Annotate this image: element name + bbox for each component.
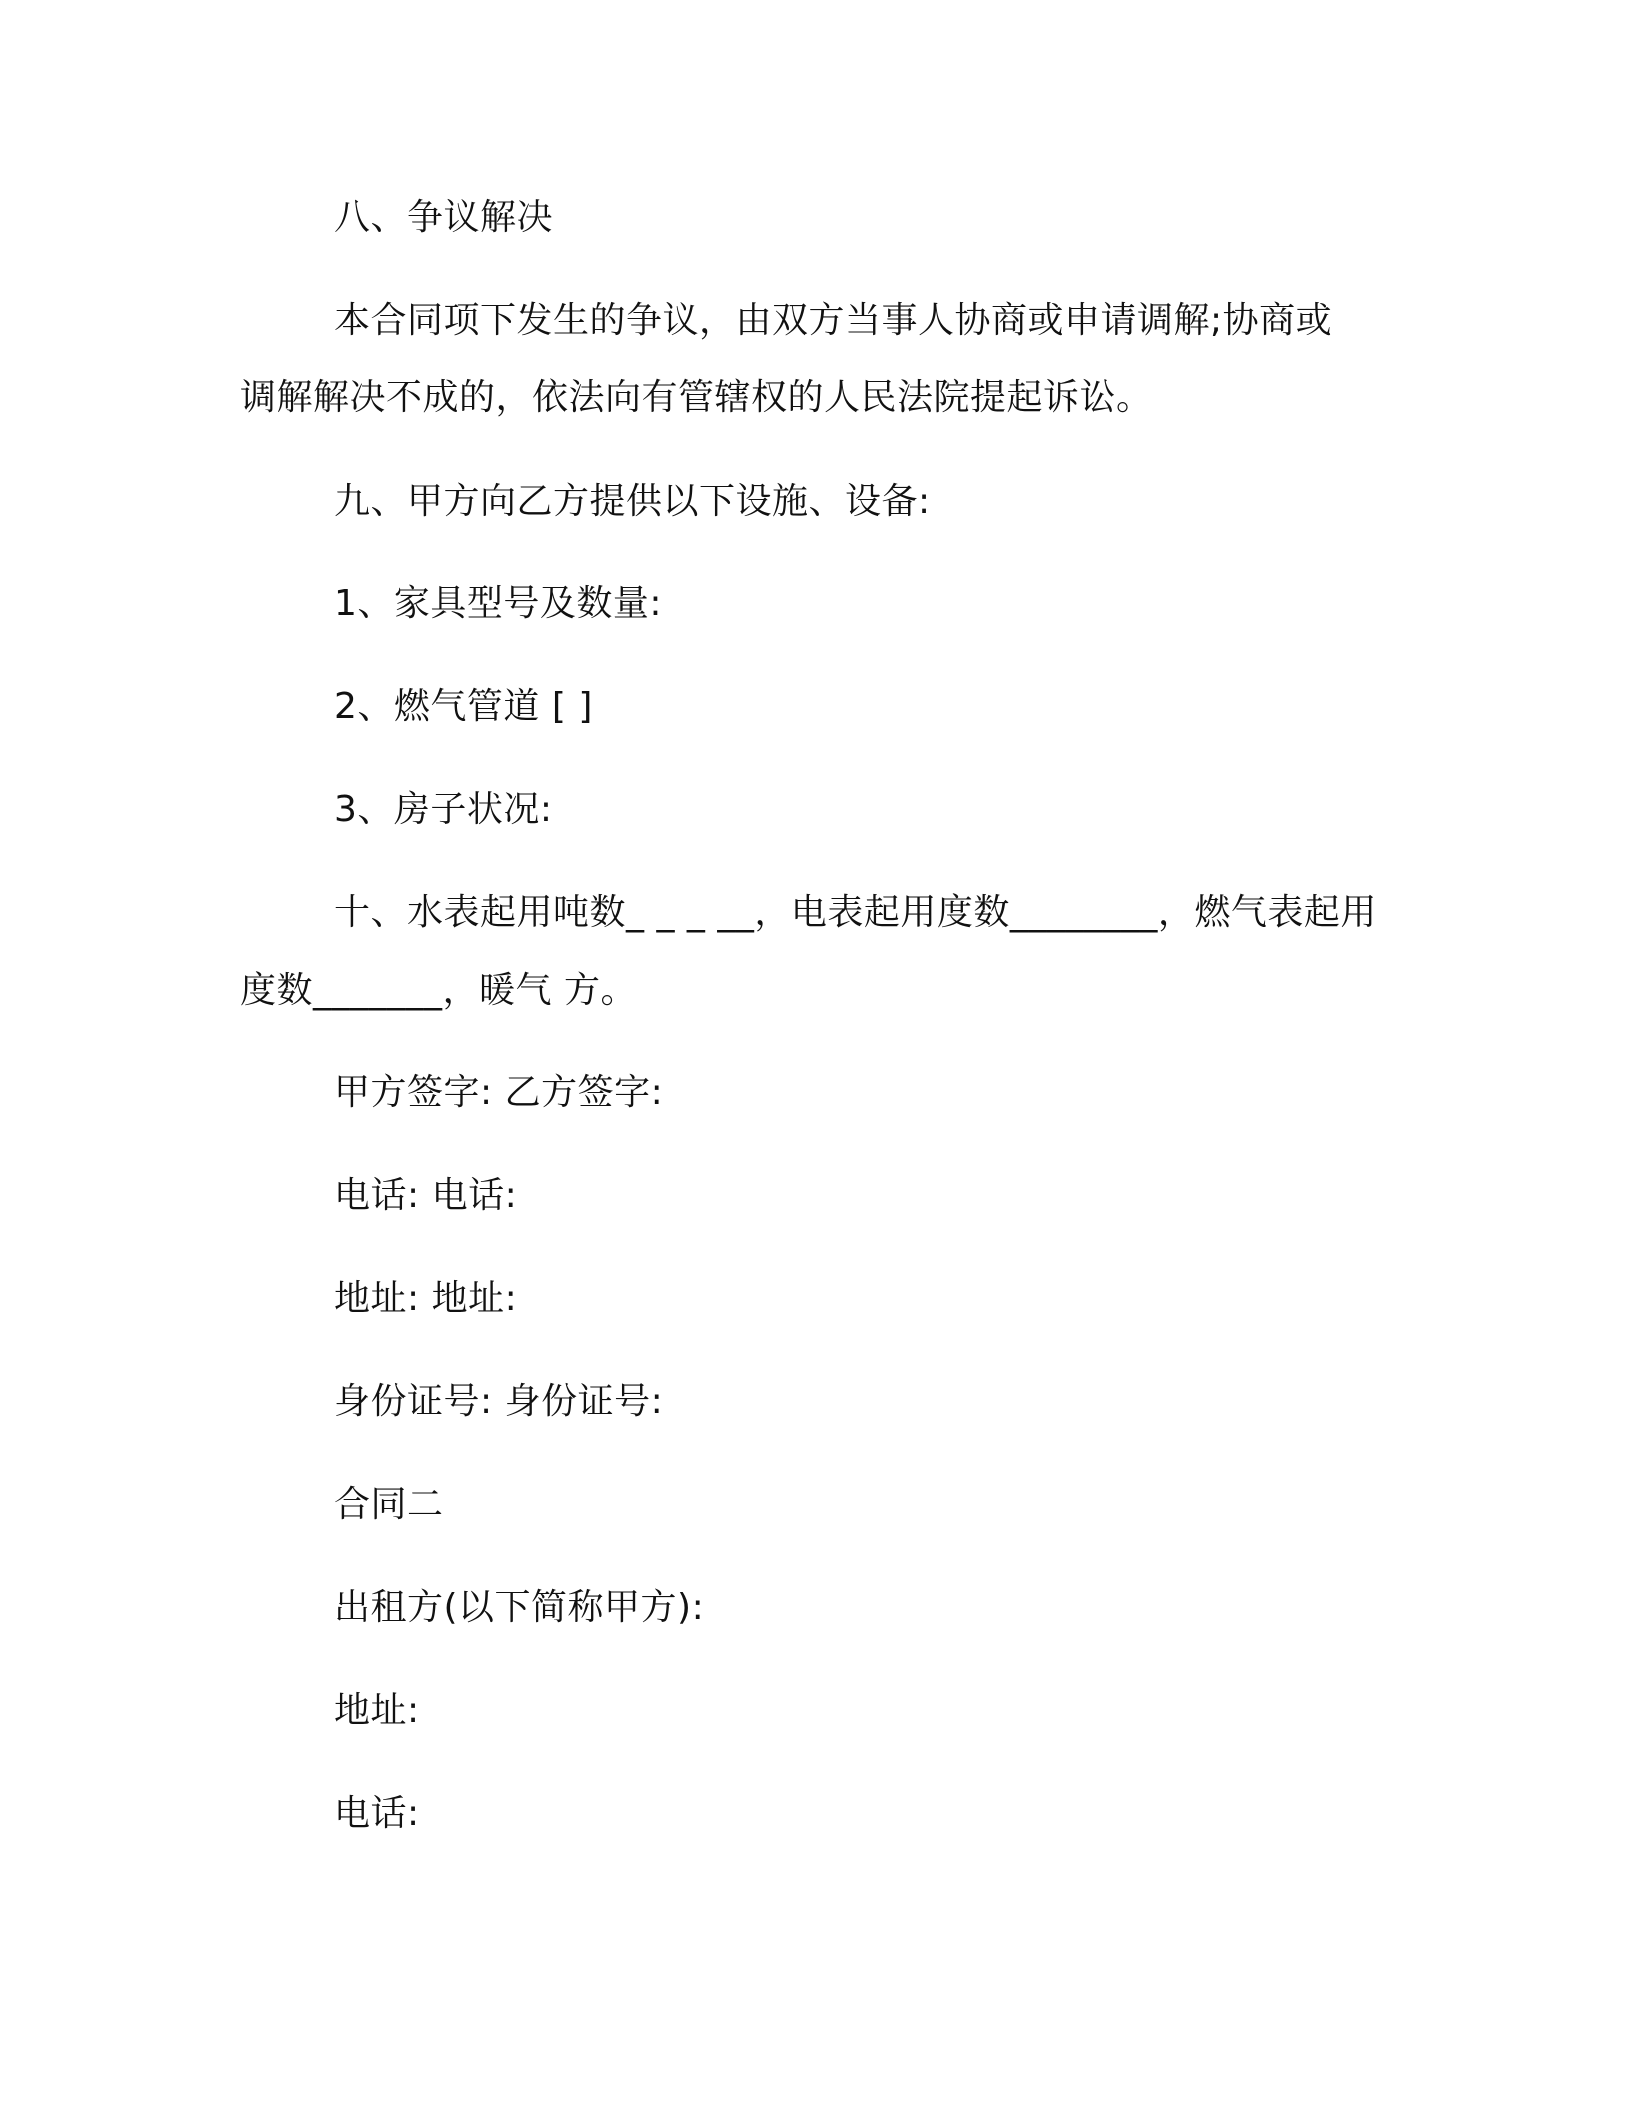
- section-10-line-1: 十、水表起用吨数_ _ _ __，电表起用度数________，燃气表起用: [334, 892, 1377, 933]
- section-8-text-line-1: 本合同项下发生的争议，由双方当事人协商或申请调解;协商或: [334, 300, 1333, 341]
- id-number-line: 身份证号: 身份证号:: [334, 1381, 664, 1422]
- section-9-heading: 九、甲方向乙方提供以下设施、设备:: [334, 481, 931, 522]
- lessor-phone-line: 电话:: [334, 1793, 420, 1834]
- lessor-line: 出租方(以下简称甲方):: [334, 1587, 705, 1628]
- lessor-address-line: 地址:: [334, 1690, 420, 1731]
- facility-item-3: 3、房子状况:: [334, 789, 553, 830]
- facility-item-1: 1、家具型号及数量:: [334, 583, 663, 624]
- facility-item-2: 2、燃气管道 [ ]: [334, 686, 593, 727]
- address-line: 地址: 地址:: [334, 1278, 518, 1319]
- contract-two-heading: 合同二: [334, 1484, 444, 1525]
- signature-line: 甲方签字: 乙方签字:: [334, 1072, 664, 1113]
- phone-line: 电话: 电话:: [334, 1175, 518, 1216]
- section-10-line-2: 度数_______，暖气 方。: [240, 970, 637, 1011]
- section-8-text-line-2: 调解解决不成的，依法向有管辖权的人民法院提起诉讼。: [240, 377, 1153, 418]
- section-8-heading: 八、争议解决: [334, 197, 554, 238]
